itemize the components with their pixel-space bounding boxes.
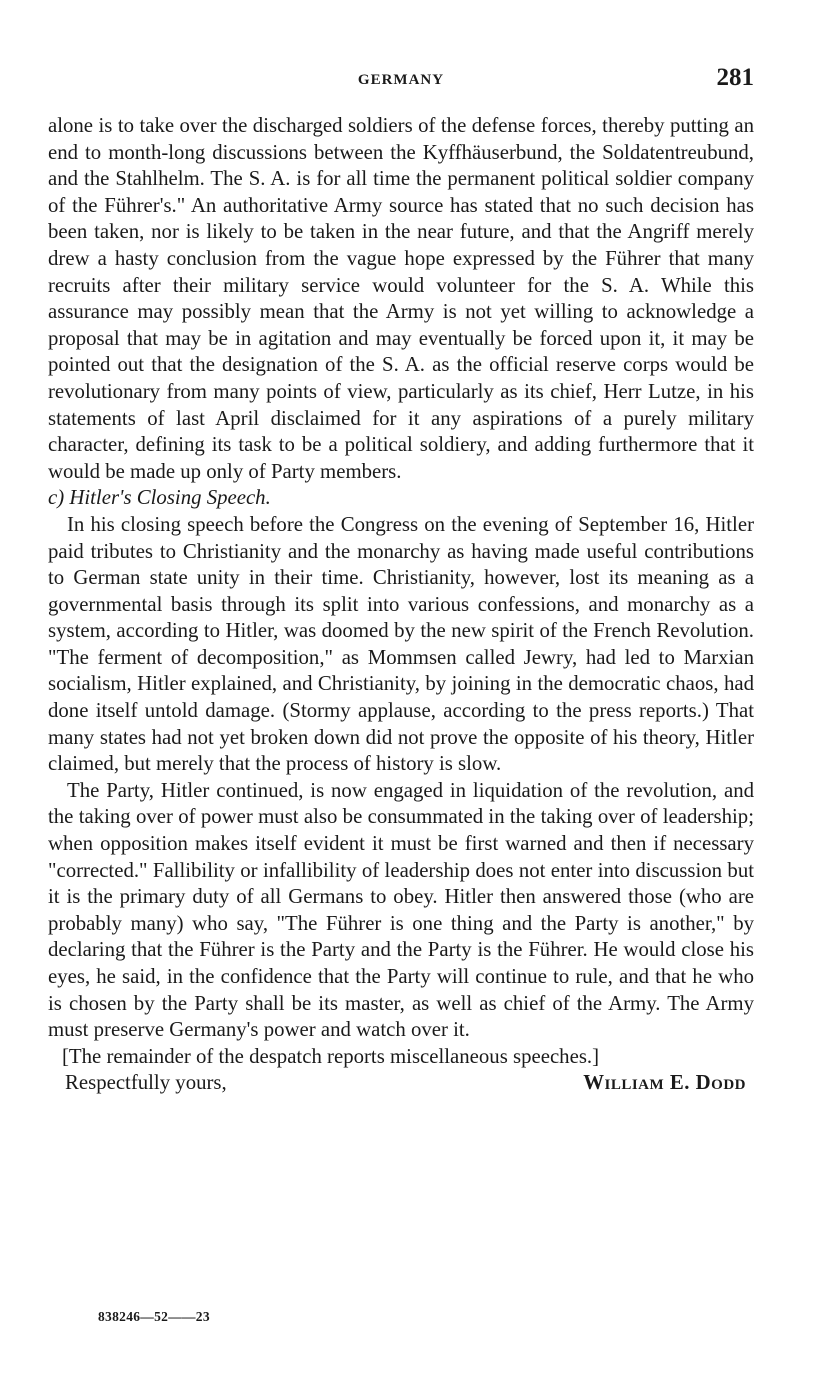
- section-heading: [48, 485, 754, 512]
- section-title: Hitler's Closing Speech.: [69, 486, 271, 510]
- print-code: 838246—52——23: [98, 1309, 210, 1324]
- paragraph-3: The Party, Hitler continued, is now engaged in liquidation of the revolution, and the taking over of power must also be consummated in the taking over of leadership; when opposition makes itself evident it must be first warned and then if necessary "corrected." Fallibility or infallibility of leadership does not enter into discussion but it is the primary duty of all Germans to obey. Hitler then answered those (who are probably many) who say, "The Führer is one thing and the Party is another," by declaring that the Führer is the Party and the Party is the Führer. He would close his eyes, he said, in the confidence that the Party will continue to rule, and that he who is chosen by the Party shall be its master, as well as chief of the Army. The Army must preserve Germany's power and watch over it.: [48, 778, 754, 1042]
- page-header: [48, 64, 754, 98]
- paragraph-2: In his closing speech before the Congress on the evening of September 16, Hitler paid tributes to Christianity and the monarchy as having made useful contributions to German state unity in their time. Christianity, however, lost its meaning as a governmental basis through its split into various confessions, and monarchy as a system, according to Hitler, was doomed by the new spirit of the French Revolution. "The ferment of decomposition," as Mommsen called Jewry, had led to Marxian socialism, Hitler explained, and Christianity, by joining in the democratic chaos, had done itself untold damage. (Stormy applause, according to the press reports.) That many states had not yet broken down did not prove the opposite of his theory, Hitler claimed, but merely that the process of history is slow.: [48, 512, 754, 776]
- section-label: c): [48, 486, 65, 510]
- bracket-note: [The remainder of the despatch reports miscellaneous speeches.]: [62, 1044, 600, 1068]
- paragraph-1: alone is to take over the discharged soldiers of the defense forces, thereby putting an end to month-long discussions between the Kyffhäuserbund, the Soldatentreubund, and the Stahlhelm. The S. A. is for all time the permanent political soldier company of the Führer's." An authoritative Army source has stated that no such decision has been taken, nor is likely to be taken in the near future, and that the Angriff merely drew a hasty conclusion from the vague hope expressed by the Führer that many recruits after their military service would volunteer for the S. A. While this assurance may possibly mean that the Army is not yet willing to acknowledge a proposal that may be in agitation and may eventually be forced upon it, it may be pointed out that the designation of the S. A. as the official reserve corps would be revolutionary from many points of view, particularly as its chief, Herr Lutze, in his statements of last April disclaimed for it any aspirations of a purely military character, defining its task to be a political soldiery, and adding furthermore that it would be made up only of Party members.: [48, 114, 754, 483]
- body-text: [48, 113, 754, 1098]
- signature: William E. Dodd: [583, 1071, 746, 1095]
- closing: [48, 1070, 754, 1098]
- salutation: Respectfully yours,: [65, 1071, 227, 1095]
- page-number: 281: [716, 64, 754, 91]
- running-head: GERMANY: [357, 72, 445, 88]
